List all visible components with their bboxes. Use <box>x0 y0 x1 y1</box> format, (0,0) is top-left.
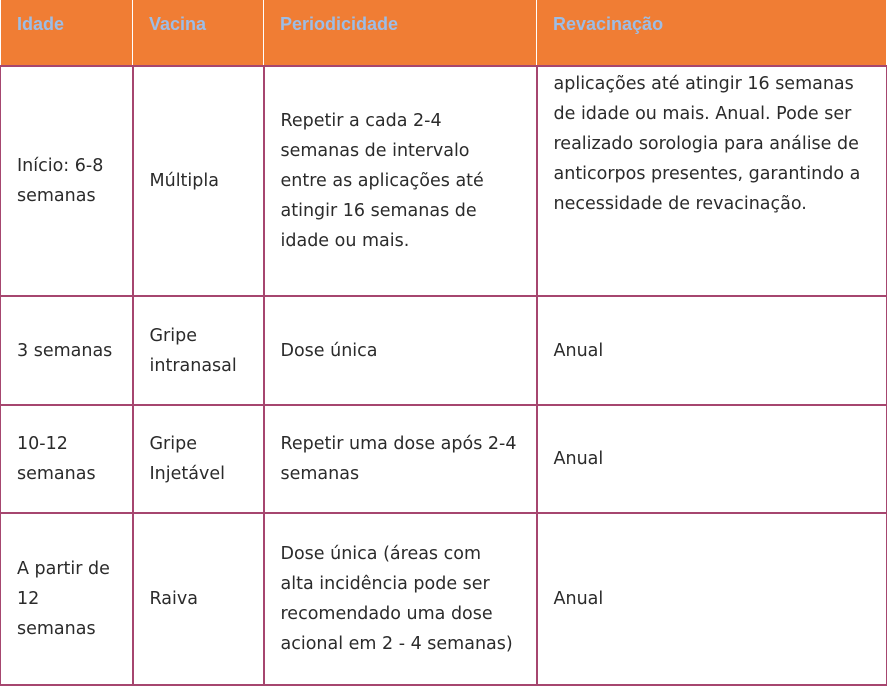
cell-vacina: Gripe intranasal <box>133 296 264 405</box>
cell-vacina: Raiva <box>133 513 264 685</box>
cell-periodicidade: Dose única <box>264 296 537 405</box>
cell-vacina: Múltipla <box>133 66 264 296</box>
table-row <box>1 296 887 405</box>
cell-idade: Início: 6-8 semanas <box>1 66 133 296</box>
header-vacina: Vacina <box>133 0 264 66</box>
cell-revacinacao <box>537 66 887 296</box>
table-row <box>1 405 887 513</box>
header-row <box>1 0 887 66</box>
cell-revacinacao: Anual <box>537 405 887 513</box>
header-periodicidade: Periodicidade <box>264 0 537 66</box>
cell-periodicidade: Repetir a cada 2-4 semanas de intervalo entre as aplicações até atingir 16 semanas de idade ou mais. <box>264 66 537 296</box>
table-row <box>1 513 887 685</box>
cell-revacinacao: Anual <box>537 513 887 685</box>
cell-revacinacao: Anual <box>537 296 887 405</box>
cell-idade: A partir de 12 semanas <box>1 513 133 685</box>
cell-idade: 3 semanas <box>1 296 133 405</box>
header-revacinacao: Revacinação <box>537 0 887 66</box>
cell-idade: 10-12 semanas <box>1 405 133 513</box>
table-row <box>1 66 887 296</box>
cell-vacina: Gripe Injetável <box>133 405 264 513</box>
cell-revacinacao-text: aplicações até atingir 16 semanas de idade ou mais. Anual. Pode ser realizado sorologia para análise de anticorpos presentes, garantindo a necessidade de revacinação. <box>553 74 861 214</box>
header-idade: Idade <box>1 0 133 66</box>
cell-periodicidade: Dose única (áreas com alta incidência pode ser recomendado uma dose acional em 2 - 4 semanas) <box>264 513 537 685</box>
cell-periodicidade: Repetir uma dose após 2-4 semanas <box>264 405 537 513</box>
